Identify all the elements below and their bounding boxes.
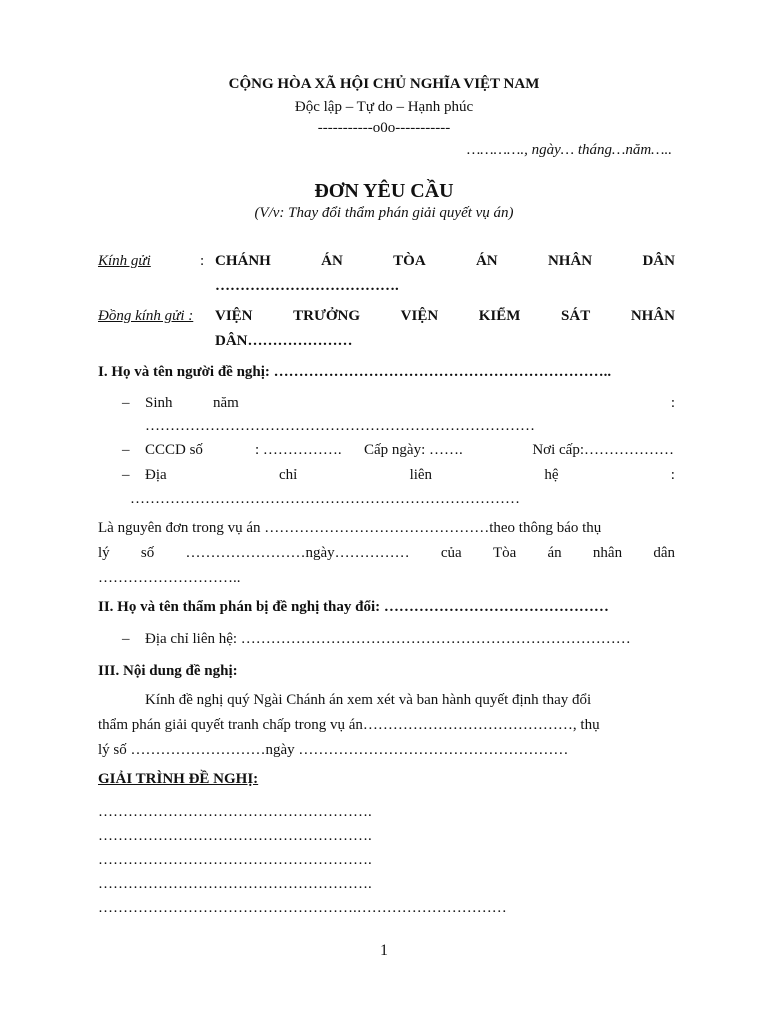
dong-kinh-gui-label: Đồng kính gửi : — [98, 308, 194, 324]
kinh-gui-label: Kính gửi — [98, 253, 151, 269]
explanation-line: ………………………………………………. — [98, 804, 372, 820]
section1-heading: I. Họ và tên người đề nghị: ………………………………………………………….. — [98, 364, 612, 380]
paragraph-word: Tòa — [492, 545, 517, 561]
explanation-line: ………………………………………………. — [98, 828, 372, 844]
country-name: CỘNG HÒA XÃ HỘI CHỦ NGHĨA VIỆT NAM — [228, 76, 540, 92]
paragraph-word: dân — [653, 545, 675, 561]
cccd-issue-date: Cấp ngày: ……. — [364, 442, 463, 458]
date-line: …………., ngày… tháng…năm….. — [466, 142, 672, 158]
birth-year-dots: …………………………………………………………………… — [145, 418, 535, 434]
recipient-word: KIỂM — [478, 308, 521, 324]
dong-kinh-gui-line2: DÂN………………… — [215, 333, 353, 349]
recipient-word: VIỆN — [215, 308, 253, 324]
plaintiff-paragraph-line1: Là nguyên đơn trong vụ án ………………………………………theo thông báo thụ — [98, 520, 602, 536]
cccd-number: : ……………. — [255, 442, 342, 458]
kinh-gui-recipient — [215, 253, 675, 270]
address-label-word: Địa — [145, 467, 167, 483]
section2-heading: II. Họ và tên thẩm phán bị đề nghị thay đổi: ……………………………………… — [98, 599, 609, 615]
motto: Độc lập – Tự do – Hạnh phúc — [294, 99, 474, 115]
cccd-label: CCCD số — [145, 442, 203, 458]
separator: -----------o0o----------- — [317, 120, 451, 136]
kinh-gui-line2: ………………………………. — [215, 278, 399, 294]
recipient-word: NHÂN — [630, 308, 675, 324]
paragraph-word: số — [140, 545, 155, 561]
bullet-dash: – — [122, 467, 130, 483]
paragraph-word: án — [547, 545, 562, 561]
explanation-line: ………………………………………………. — [98, 876, 372, 892]
judge-address: Địa chỉ liên hệ: …………………………………………………………………… — [145, 631, 631, 647]
recipient-word: CHÁNH — [215, 253, 271, 269]
recipient-word: ÁN — [475, 253, 498, 269]
bullet-dash: – — [122, 395, 130, 411]
recipient-word: NHÂN — [547, 253, 593, 269]
cccd-issue-place: Nơi cấp:……………… — [532, 442, 674, 458]
request-line2: thẩm phán giải quyết tranh chấp trong vụ án……………………………………, thụ — [98, 717, 600, 733]
request-line3: lý số ………………………ngày ……………………………………………… — [98, 742, 569, 758]
kinh-gui-colon: : — [200, 253, 205, 269]
explanation-line: ………………………………………………. — [98, 852, 372, 868]
paragraph-word: nhân — [592, 545, 623, 561]
document-title: ĐƠN YÊU CẦU — [314, 180, 454, 202]
bullet-dash: – — [122, 442, 130, 458]
section3-heading: III. Nội dung đề nghị: — [98, 663, 238, 679]
plaintiff-paragraph-line2 — [98, 545, 675, 562]
document-subtitle: (V/v: Thay đổi thẩm phán giải quyết vụ án) — [254, 205, 514, 221]
recipient-word: TRƯỞNG — [293, 308, 361, 324]
address-colon: : — [670, 467, 675, 483]
paragraph-word: lý — [98, 545, 110, 561]
explanation-heading: GIẢI TRÌNH ĐỀ NGHỊ: — [98, 771, 259, 787]
recipient-word: VIỆN — [400, 308, 439, 324]
recipient-word: SÁT — [561, 308, 591, 324]
page-number: 1 — [380, 942, 388, 959]
recipient-word: ÁN — [321, 253, 343, 269]
birth-colon: : — [670, 395, 675, 411]
recipient-word: DÂN — [642, 253, 675, 269]
birth-year-line — [145, 395, 675, 412]
plaintiff-paragraph-line3: ……………………….. — [98, 570, 241, 586]
bullet-dash: – — [122, 631, 130, 647]
address-label-word: liên — [409, 467, 433, 483]
address-line — [145, 467, 675, 484]
address-dots: …………………………………………………………………… — [130, 491, 520, 507]
dong-kinh-gui-recipient — [215, 308, 675, 325]
address-label-word: hệ — [544, 467, 559, 483]
address-label-word: chỉ — [278, 467, 298, 483]
recipient-word: TÒA — [393, 253, 426, 269]
explanation-line: …………………………………………….………………………… — [98, 900, 507, 916]
paragraph-word: của — [440, 545, 462, 561]
request-line1: Kính đề nghị quý Ngài Chánh án xem xét và ban hành quyết định thay đổi — [145, 692, 592, 708]
paragraph-word: ……………………ngày…………… — [185, 545, 410, 561]
birth-label-word: Sinh — [145, 395, 173, 411]
birth-label-word: năm — [213, 395, 239, 411]
